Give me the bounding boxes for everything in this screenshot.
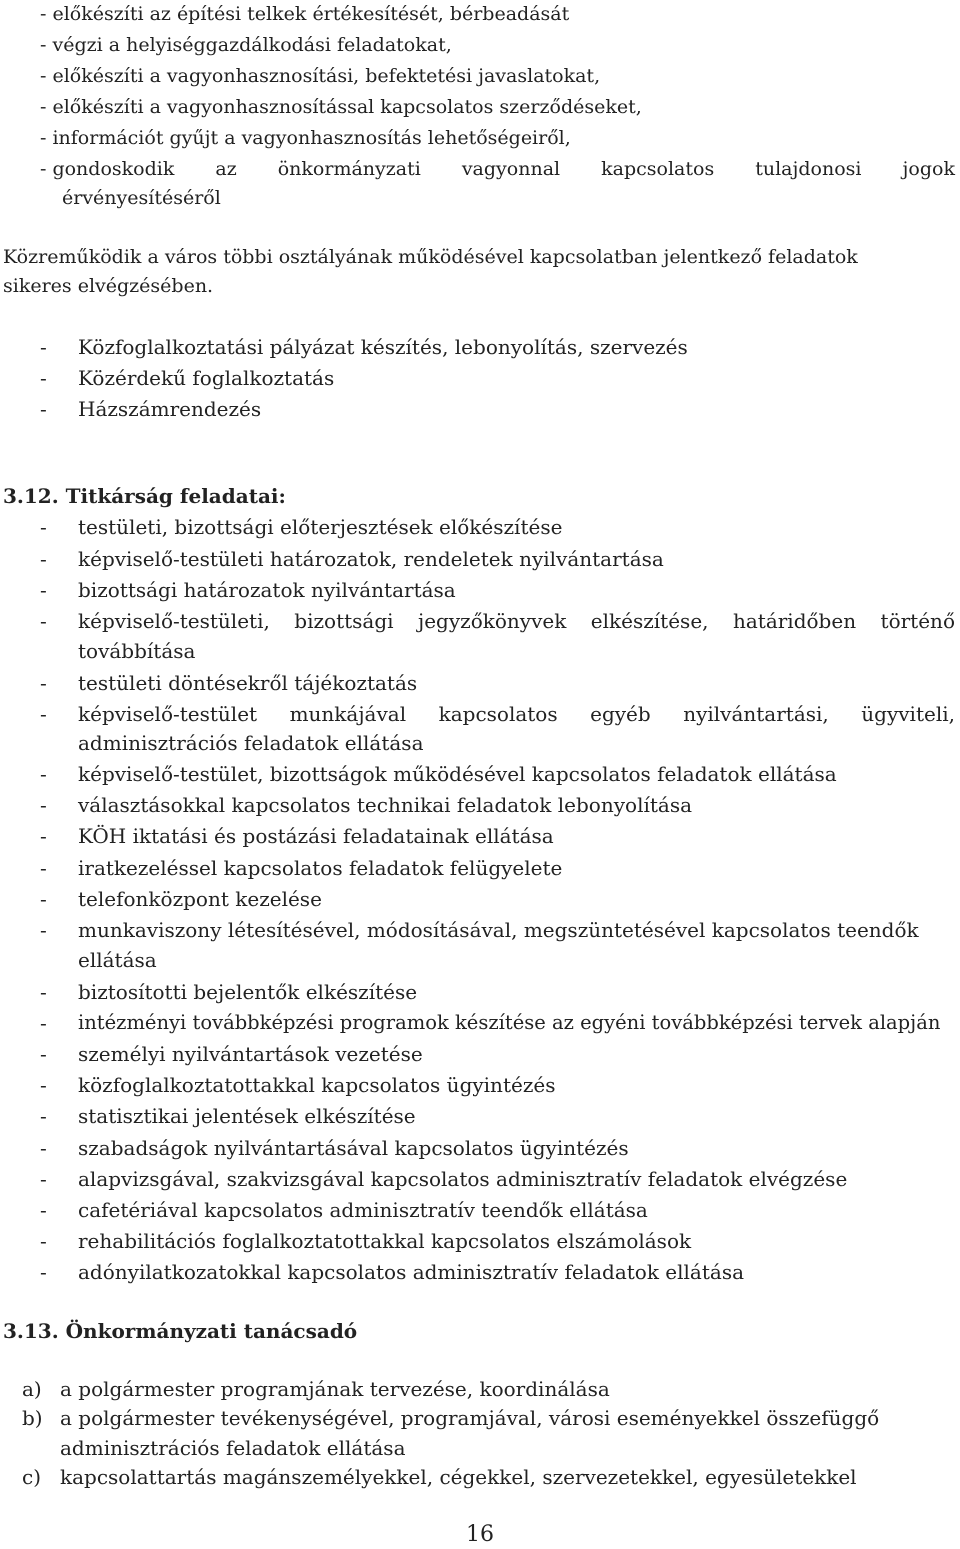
list-item: - előkészíti a vagyonhasznosítással kapcsolatos szerződéseket,	[40, 96, 642, 118]
list-item: - végzi a helyiséggazdálkodási feladatokat,	[40, 34, 452, 56]
dash-bullet: -	[40, 856, 47, 880]
list-item: képviselő-testület, bizottságok működésével kapcsolatos feladatok ellátása	[78, 762, 837, 786]
dash-bullet: -	[40, 1260, 47, 1284]
word: elkészítése,	[590, 609, 709, 633]
list-item: szabadságok nyilvántartásával kapcsolatos ügyintézés	[78, 1136, 629, 1160]
word: önkormányzati	[277, 158, 421, 180]
list-item: cafetériával kapcsolatos adminisztratív teendők ellátása	[78, 1198, 648, 1222]
list-item: rehabilitációs foglalkoztatottakkal kapcsolatos elszámolások	[78, 1229, 692, 1253]
list-item: - információt gyűjt a vagyonhasznosítás lehetőségeiről,	[40, 127, 571, 149]
list-item: Közfoglalkoztatási pályázat készítés, lebonyolítás, szervezés	[78, 335, 688, 359]
word: vagyonnal	[461, 158, 561, 180]
word: az	[215, 158, 237, 180]
list-item: adónyilatkozatokkal kapcsolatos adminisztratív feladatok ellátása	[78, 1260, 745, 1284]
list-item: közfoglalkoztatottakkal kapcsolatos ügyintézés	[78, 1073, 556, 1097]
list-item: munkaviszony létesítésével, módosításával, megszüntetésével kapcsolatos teendők	[78, 918, 919, 942]
dash-bullet: -	[40, 1104, 47, 1128]
word: képviselő-testületi,	[78, 609, 270, 633]
list-item: a polgármester programjának tervezése, koordinálása	[60, 1377, 610, 1401]
word: kapcsolatos	[601, 158, 715, 180]
word: tulajdonosi	[755, 158, 862, 180]
dash-bullet: -	[40, 1167, 47, 1191]
dash-bullet: -	[40, 762, 47, 786]
dash-bullet: -	[40, 547, 47, 571]
dash-bullet: -	[40, 515, 47, 539]
dash-bullet: -	[40, 824, 47, 848]
word: nyilvántartási,	[683, 702, 829, 726]
list-item: - előkészíti a vagyonhasznosítási, befektetési javaslatokat,	[40, 65, 601, 87]
dash-bullet: -	[40, 980, 47, 1004]
dash-bullet: -	[40, 1229, 47, 1253]
word: határidőben	[732, 609, 857, 633]
paragraph-line: Közreműködik a város többi osztályának működésével kapcsolatban jelentkező feladatok	[3, 246, 858, 268]
list-item: biztosítotti bejelentők elkészítése	[78, 980, 418, 1004]
list-item-justified	[78, 702, 955, 726]
list-item-justified	[40, 157, 955, 181]
list-item: képviselő-testületi határozatok, rendeletek nyilvántartása	[78, 547, 664, 571]
list-item-continuation: adminisztrációs feladatok ellátása	[60, 1436, 406, 1460]
section-heading: 3.13. Önkormányzati tanácsadó	[3, 1319, 358, 1343]
list-item: bizottsági határozatok nyilvántartása	[78, 578, 456, 602]
dash-bullet: -	[40, 671, 47, 695]
list-item: testületi döntésekről tájékoztatás	[78, 671, 418, 695]
dash-bullet: -	[40, 887, 47, 911]
word: történő	[880, 609, 955, 633]
list-item: Házszámrendezés	[78, 397, 262, 421]
word: - gondoskodik	[40, 158, 175, 180]
list-item-continuation: adminisztrációs feladatok ellátása	[78, 731, 424, 755]
dash-bullet: -	[40, 1136, 47, 1160]
list-item: iratkezeléssel kapcsolatos feladatok felügyelete	[78, 856, 563, 880]
list-item-continuation: érvényesítéséről	[62, 187, 221, 209]
dash-bullet: -	[40, 578, 47, 602]
dash-bullet: -	[40, 609, 47, 633]
dash-bullet: -	[40, 335, 47, 359]
list-item: - előkészíti az építési telkek értékesítését, bérbeadását	[40, 3, 570, 25]
word: ügyviteli,	[861, 702, 955, 726]
dash-bullet: -	[40, 1073, 47, 1097]
list-item: a polgármester tevékenységével, programjával, városi eseményekkel összefüggő	[60, 1406, 880, 1430]
list-item: választásokkal kapcsolatos technikai feladatok lebonyolítása	[78, 793, 693, 817]
list-label: a)	[22, 1377, 42, 1401]
dash-bullet: -	[40, 918, 47, 942]
word: egyéb	[590, 702, 651, 726]
list-item: KÖH iktatási és postázási feladatainak ellátása	[78, 824, 554, 848]
list-item: telefonközpont kezelése	[78, 887, 322, 911]
list-item: testületi, bizottsági előterjesztések előkészítése	[78, 515, 563, 539]
list-item: intézményi továbbképzési programok készítése az egyéni továbbképzési tervek alapján	[78, 1011, 941, 1034]
list-label: b)	[22, 1406, 43, 1430]
dash-bullet: -	[40, 793, 47, 817]
word: munkájával	[289, 702, 407, 726]
list-item: statisztikai jelentések elkészítése	[78, 1104, 416, 1128]
paragraph-line: sikeres elvégzésében.	[3, 275, 214, 297]
section-heading: 3.12. Titkárság feladatai:	[3, 484, 286, 508]
list-item-justified	[78, 609, 955, 633]
word: jegyzőkönyvek	[418, 609, 567, 633]
list-item-continuation: továbbítása	[78, 639, 196, 663]
word: bizottsági	[294, 609, 394, 633]
list-item: Közérdekű foglalkoztatás	[78, 366, 335, 390]
list-item: alapvizsgával, szakvizsgával kapcsolatos adminisztratív feladatok elvégzése	[78, 1167, 848, 1191]
dash-bullet: -	[40, 702, 47, 726]
word: kapcsolatos	[438, 702, 558, 726]
dash-bullet: -	[40, 1042, 47, 1066]
list-item: személyi nyilvántartások vezetése	[78, 1042, 423, 1066]
word: képviselő-testület	[78, 702, 258, 726]
list-item: kapcsolattartás magánszemélyekkel, cégekkel, szervezetekkel, egyesületekkel	[60, 1465, 857, 1489]
dash-bullet: -	[40, 1011, 47, 1035]
page-number: 16	[466, 1522, 494, 1547]
list-label: c)	[22, 1465, 42, 1489]
dash-bullet: -	[40, 1198, 47, 1222]
list-item-continuation: ellátása	[78, 948, 157, 972]
word: jogok	[902, 158, 955, 180]
dash-bullet: -	[40, 366, 47, 390]
dash-bullet: -	[40, 397, 47, 421]
